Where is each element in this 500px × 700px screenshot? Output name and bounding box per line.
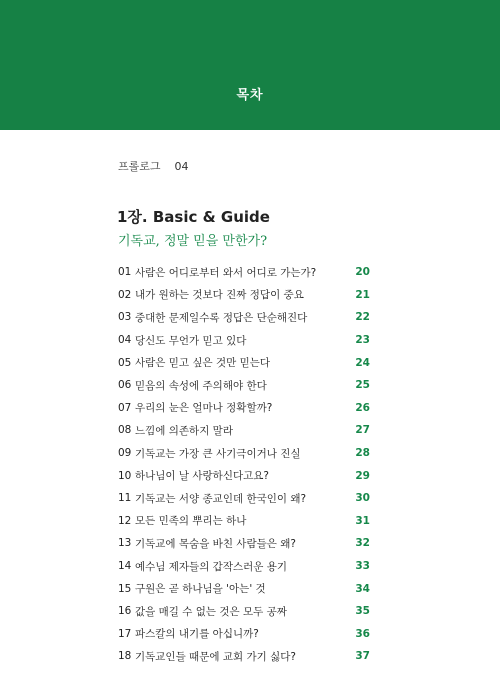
toc-item-title: 중대한 문제일수록 정답은 단순해진다 [135,311,308,324]
toc-item[interactable] [118,419,370,442]
toc-item-number: 07 [118,401,132,414]
toc-item-title: 하나님이 날 사랑하신다고요? [135,470,269,483]
toc-item-page: 35 [355,605,370,618]
chapter-subtitle: 기독교, 정말 믿을 만한가? [118,234,268,249]
toc-item-title: 사람은 어디로부터 와서 어디로 가는가? [135,266,317,279]
toc-item-page: 31 [355,514,370,527]
toc-item[interactable] [118,329,370,352]
toc-item-page: 36 [355,627,370,640]
toc-item[interactable] [118,577,370,600]
toc-item[interactable] [118,261,370,284]
toc-item-page: 28 [355,447,370,460]
toc-item[interactable] [118,532,370,555]
toc-item-page: 26 [355,401,370,414]
toc-item[interactable] [118,306,370,329]
toc-item-title: 기독교에 목숨을 바친 사람들은 왜? [135,537,296,550]
toc-item-title: 예수님 제자들의 갑작스러운 용기 [135,560,288,573]
toc-item-title: 구원은 곧 하나님을 '아는' 것 [135,583,266,596]
prologue-page: 04 [174,160,189,173]
chapter-title: 1장. Basic & Guide [117,208,270,226]
toc-item-title: 값을 매길 수 없는 것은 모두 공짜 [135,605,287,618]
toc-item-page: 24 [355,356,370,369]
toc-item-page: 21 [355,288,370,301]
toc-item-number: 08 [118,424,132,437]
toc-item-title: 파스칼의 내기를 아십니까? [135,628,259,641]
toc-item-number: 13 [118,537,132,550]
toc-item[interactable] [118,397,370,420]
toc-item-page: 32 [355,537,370,550]
toc-item-title: 모든 민족의 뿌리는 하나 [135,515,247,528]
toc-item-number: 06 [118,379,132,392]
toc-item-title: 사람은 믿고 싶은 것만 믿는다 [135,357,271,370]
toc-item-page: 37 [355,650,370,663]
toc-item-page: 23 [355,334,370,347]
toc-item-number: 12 [118,514,132,527]
toc-item-page: 33 [355,560,370,573]
toc-item-page: 25 [355,379,370,392]
toc-item-title: 믿음의 속성에 주의해야 한다 [135,379,267,392]
toc-item-number: 04 [118,334,132,347]
toc-item[interactable] [118,600,370,623]
toc-item-number: 15 [118,582,132,595]
toc-item-title: 당신도 무언가 믿고 있다 [135,334,247,347]
toc-item[interactable] [118,464,370,487]
toc-item-number: 16 [118,605,132,618]
toc-item-number: 10 [118,469,132,482]
toc-item-title: 내가 원하는 것보다 진짜 정답이 중요 [135,289,304,302]
toc-item[interactable] [118,510,370,533]
toc-item-number: 05 [118,356,132,369]
toc-item-number: 01 [118,266,132,279]
toc-item[interactable] [118,284,370,307]
toc-item-number: 11 [118,492,132,505]
prologue-entry[interactable] [118,158,189,174]
toc-item-number: 03 [118,311,132,324]
toc-item[interactable] [118,555,370,578]
toc-item-number: 09 [118,447,132,460]
toc-item-page: 30 [355,492,370,505]
toc-item-title: 우리의 눈은 얼마나 정확할까? [135,402,273,415]
header-banner [0,0,500,130]
toc-item-page: 34 [355,582,370,595]
toc-item-title: 기독교인들 때문에 교회 가기 싫다? [135,650,296,663]
toc-item-title: 기독교는 가장 큰 사기극이거나 진실 [135,447,301,460]
toc-item-page: 29 [355,469,370,482]
toc-list [118,261,370,668]
prologue-label: 프롤로그 [118,160,161,173]
toc-item-number: 02 [118,288,132,301]
toc-item-title: 기독교는 서양 종교인데 한국인이 왜? [135,492,307,505]
toc-item[interactable] [118,442,370,465]
toc-item-number: 18 [118,650,132,663]
toc-item[interactable] [118,374,370,397]
toc-item[interactable] [118,351,370,374]
toc-item[interactable] [118,623,370,646]
toc-item-page: 27 [355,424,370,437]
toc-item-title: 느낌에 의존하지 말라 [135,424,233,437]
toc-item-number: 14 [118,560,132,573]
toc-item-page: 22 [355,311,370,324]
toc-item-number: 17 [118,627,132,640]
toc-item[interactable] [118,487,370,510]
toc-item-page: 20 [355,266,370,279]
toc-item[interactable] [118,645,370,668]
page-title: 목차 [236,88,264,103]
